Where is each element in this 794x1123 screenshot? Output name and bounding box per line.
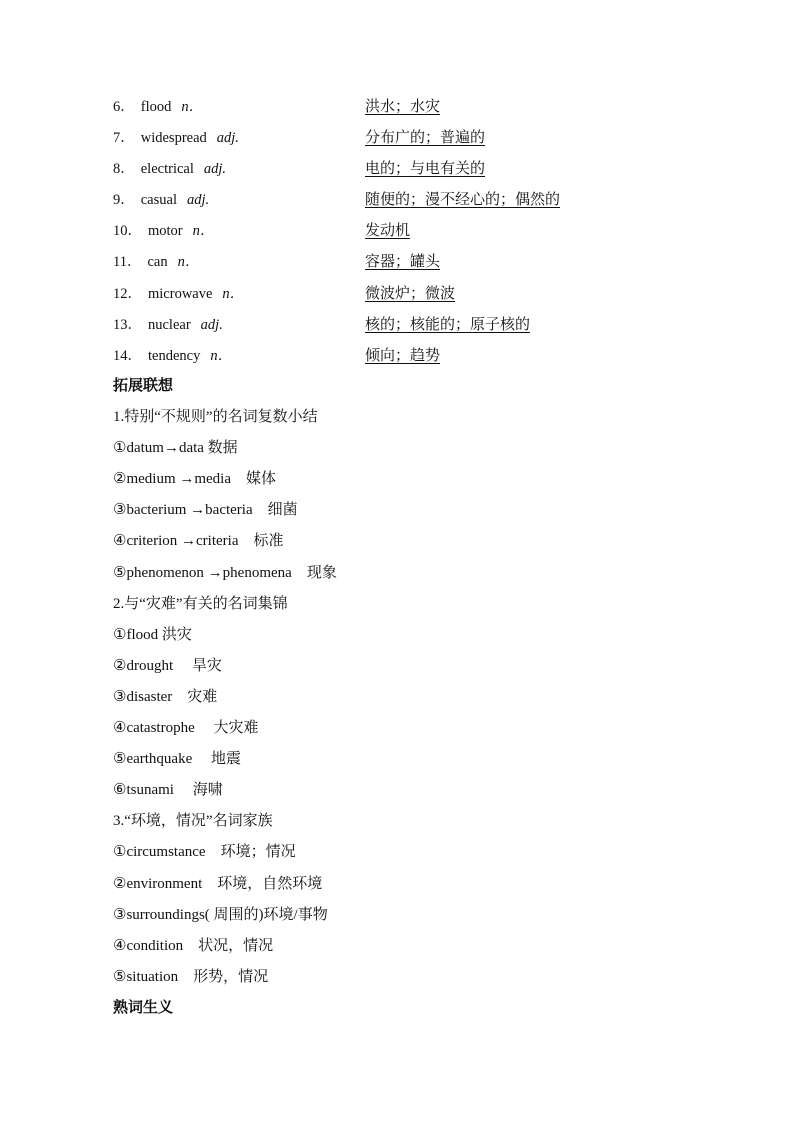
list-item: ⑤phenomenon →phenomena 现象 bbox=[113, 564, 337, 581]
vocab-number: 9． bbox=[113, 192, 135, 209]
list-item: ③bacterium →bacteria 细菌 bbox=[113, 502, 298, 519]
vocab-word: tendency bbox=[148, 347, 201, 364]
vocab-meaning: 核的；核能的；原子核的 bbox=[365, 316, 531, 333]
list-item: ⑤earthquake 地震 bbox=[113, 751, 241, 768]
vocab-number: 10． bbox=[113, 223, 142, 240]
vocabulary-list bbox=[113, 92, 673, 372]
group-title: 1.特别“不规则”的名词复数小结 bbox=[113, 409, 318, 426]
vocab-number: 14． bbox=[113, 347, 142, 364]
vocab-row bbox=[113, 123, 673, 154]
vocab-row bbox=[113, 341, 673, 372]
list-item: ④criterion →criteria 标准 bbox=[113, 533, 284, 550]
vocab-meaning: 发动机 bbox=[365, 223, 411, 240]
vocab-meaning: 洪水；水灾 bbox=[365, 99, 441, 115]
vocab-part-of-speech: adj. bbox=[200, 316, 223, 333]
list-item: ②drought 旱灾 bbox=[113, 657, 222, 674]
vocab-row bbox=[113, 279, 673, 310]
list-item: ①datum→data 数据 bbox=[113, 440, 238, 457]
vocab-word: microwave bbox=[148, 285, 213, 302]
list-item: ①flood 洪灾 bbox=[113, 626, 192, 643]
vocab-word: flood bbox=[140, 99, 172, 115]
vocab-part-of-speech: adj. bbox=[186, 192, 210, 209]
vocab-row bbox=[113, 216, 673, 247]
vocab-row bbox=[113, 92, 673, 123]
vocab-part-of-speech: n． bbox=[192, 223, 215, 240]
vocab-number: 13． bbox=[113, 316, 142, 333]
vocab-row bbox=[113, 247, 673, 278]
vocab-meaning: 电的；与电有关的 bbox=[365, 161, 486, 178]
list-item: ③disaster 灾难 bbox=[113, 688, 218, 705]
extension-section bbox=[113, 371, 673, 1024]
vocab-number: 12． bbox=[113, 285, 142, 302]
list-item: ②environment 环境，自然环境 bbox=[113, 875, 323, 892]
vocab-row bbox=[113, 154, 673, 185]
vocab-meaning: 容器；罐头 bbox=[365, 254, 441, 271]
vocab-part-of-speech: n． bbox=[222, 285, 245, 302]
vocab-meaning: 分布广的；普遍的 bbox=[365, 130, 486, 147]
list-item: ①circumstance 环境；情况 bbox=[113, 844, 296, 861]
vocab-word: electrical bbox=[140, 161, 194, 178]
vocab-part-of-speech: adj. bbox=[216, 130, 239, 147]
vocab-meaning: 微波炉；微波 bbox=[365, 285, 456, 302]
section-heading: 熟词生义 bbox=[113, 999, 174, 1016]
list-item: ②medium →media 媒体 bbox=[113, 471, 277, 488]
list-item: ④catastrophe 大灾难 bbox=[113, 720, 259, 737]
list-item: ⑥tsunami 海啸 bbox=[113, 782, 223, 799]
section-heading: 拓展联想 bbox=[113, 378, 174, 394]
vocab-number: 7． bbox=[113, 130, 135, 147]
vocab-word: motor bbox=[148, 223, 183, 240]
group-title: 2.与“灾难”有关的名词集锦 bbox=[113, 595, 288, 612]
vocab-part-of-speech: n． bbox=[177, 254, 200, 271]
vocab-number: 11． bbox=[113, 254, 142, 271]
vocab-row bbox=[113, 310, 673, 341]
vocab-number: 8． bbox=[113, 161, 135, 178]
vocab-part-of-speech: n． bbox=[181, 99, 204, 115]
vocab-word: widespread bbox=[140, 130, 207, 147]
vocab-meaning: 随便的；漫不经心的；偶然的 bbox=[365, 192, 561, 209]
vocab-row bbox=[113, 185, 673, 216]
list-item: ③surroundings( 周围的)环境/事物 bbox=[113, 906, 328, 923]
vocab-meaning: 倾向；趋势 bbox=[365, 347, 441, 364]
vocab-part-of-speech: n． bbox=[210, 347, 233, 364]
group-title: 3.“环境，情况”名词家族 bbox=[113, 813, 273, 830]
vocab-word: nuclear bbox=[148, 316, 191, 333]
vocab-part-of-speech: adj. bbox=[203, 161, 227, 178]
vocab-number: 6． bbox=[113, 99, 135, 115]
vocab-word: casual bbox=[140, 192, 177, 209]
list-item: ④condition 状况，情况 bbox=[113, 937, 274, 954]
list-item: ⑤situation 形势，情况 bbox=[113, 968, 269, 985]
vocab-word: can bbox=[147, 254, 168, 271]
